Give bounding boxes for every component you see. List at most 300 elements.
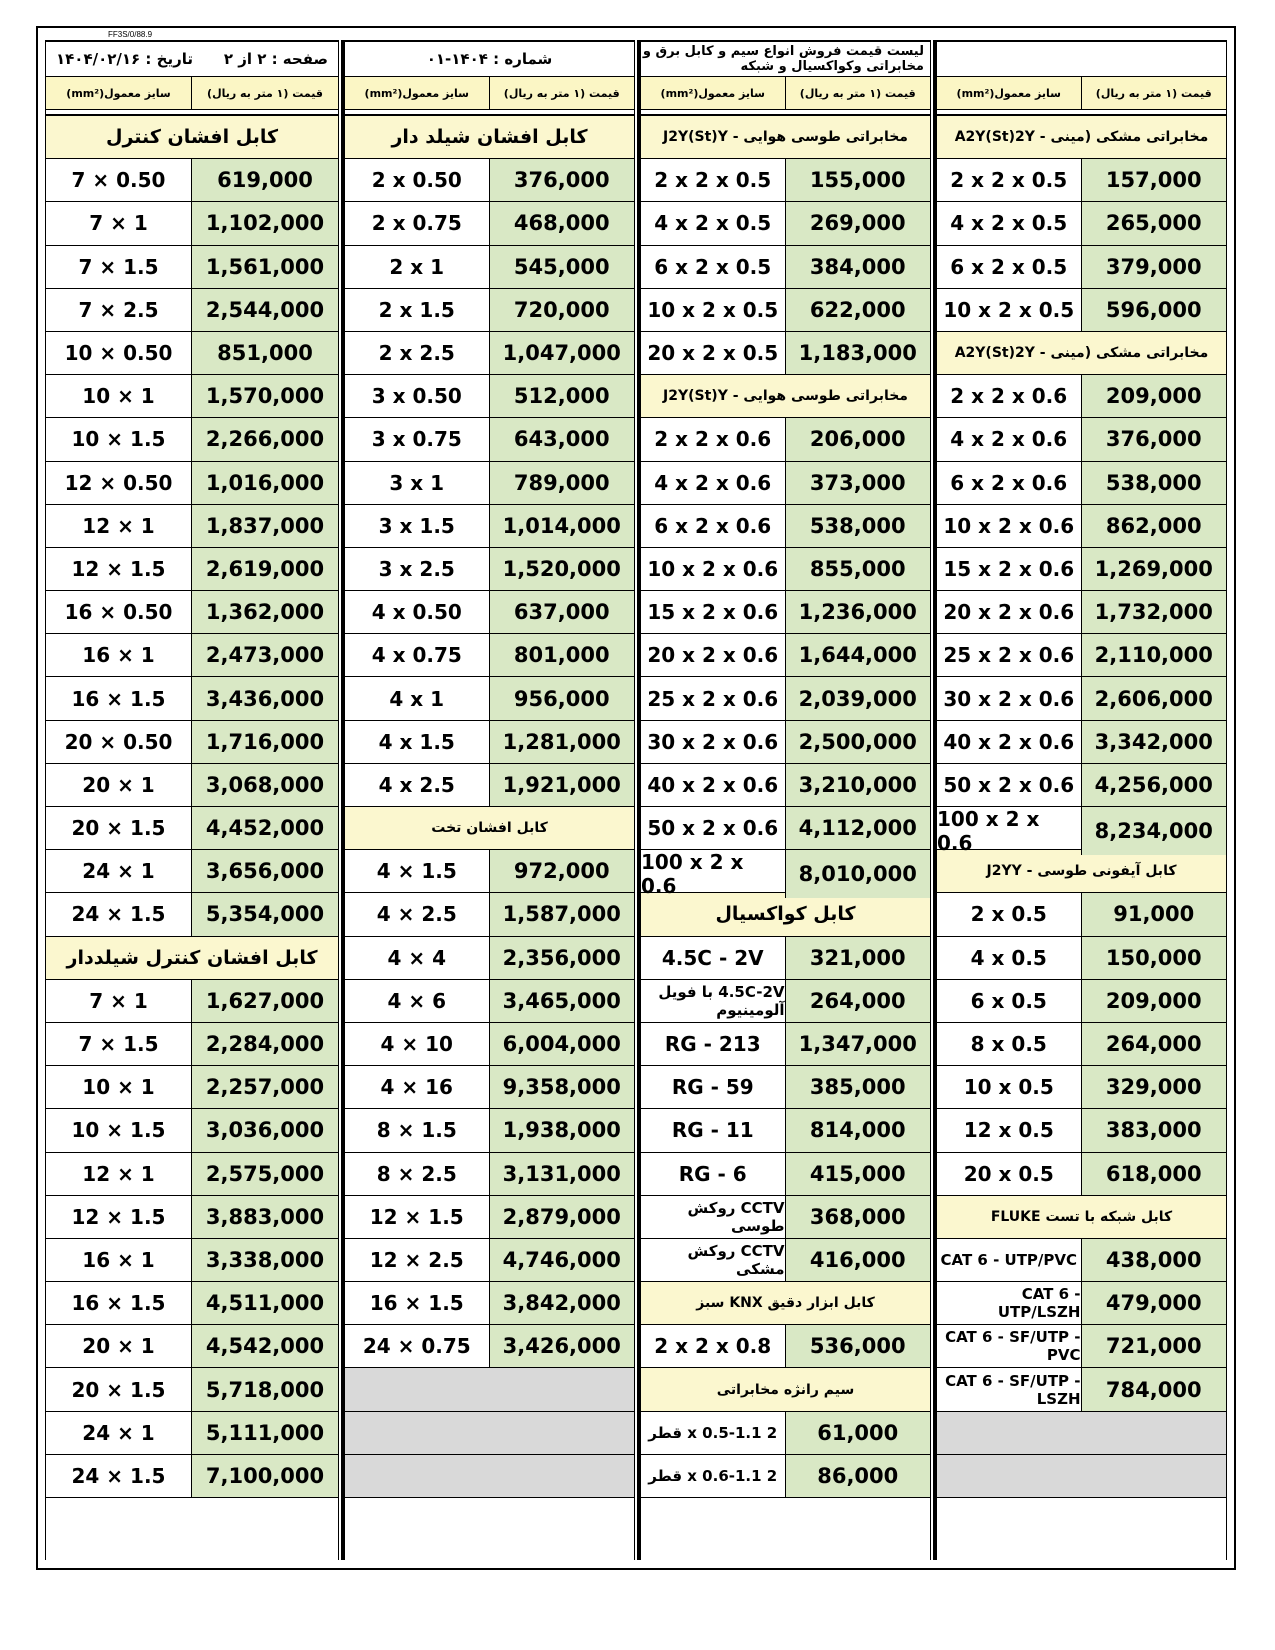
price-cell: 643,000 <box>490 418 635 460</box>
price-cell: 384,000 <box>786 246 931 288</box>
table-row <box>46 1153 338 1196</box>
size-cell: 12 × 2.5 <box>345 1239 490 1281</box>
size-cell: 2 x 2.5 <box>345 332 490 374</box>
price-cell: 1,016,000 <box>192 462 338 504</box>
price-cell: 1,570,000 <box>192 375 338 417</box>
size-cell: 16 × 1.5 <box>345 1282 490 1324</box>
section-title: کابل کواکسیال <box>641 893 930 936</box>
size-cell: 100 x 2 x 0.6 <box>937 807 1082 855</box>
table-row <box>46 850 338 893</box>
table-row <box>641 1455 930 1498</box>
size-cell: 4 x 2 x 0.6 <box>641 462 786 504</box>
price-cell: 1,520,000 <box>490 548 635 590</box>
size-cell: 8 × 1.5 <box>345 1109 490 1151</box>
price-cell: 596,000 <box>1082 289 1227 331</box>
column-telecom-network <box>933 40 1227 1560</box>
size-cell: 6 x 0.5 <box>937 980 1082 1022</box>
document-title: لیست قیمت فروش انواع سیم و کابل برق و مخابراتی وکواکسیال و شبکه <box>641 40 930 77</box>
price-cell: 379,000 <box>1082 246 1227 288</box>
table-row <box>46 1325 338 1368</box>
table-row <box>345 677 634 720</box>
price-cell: 2,575,000 <box>192 1153 338 1195</box>
size-cell: 15 x 2 x 0.6 <box>641 591 786 633</box>
size-cell: 2 x 2 x 0.8 <box>641 1325 786 1367</box>
table-row <box>937 159 1226 202</box>
size-cell: 4 x 2 x 0.5 <box>641 202 786 244</box>
table-row <box>345 721 634 764</box>
size-cell: 4 x 2 x 0.5 <box>937 202 1082 244</box>
size-cell: 10 × 1.5 <box>46 1109 192 1151</box>
price-cell: 721,000 <box>1082 1325 1227 1367</box>
table-row <box>641 246 930 289</box>
table-row <box>937 677 1226 720</box>
price-cell: 2,619,000 <box>192 548 338 590</box>
price-cell: 150,000 <box>1082 937 1227 979</box>
table-row <box>641 850 930 899</box>
table-row <box>46 764 338 807</box>
price-cell: 814,000 <box>786 1109 931 1151</box>
price-cell: 415,000 <box>786 1153 931 1195</box>
table-row <box>641 1153 930 1196</box>
size-cell: CCTV روکش مشکی <box>641 1239 786 1281</box>
size-cell: 2 x 2 x 0.6 <box>937 375 1082 417</box>
size-cell: 16 × 1 <box>46 634 192 676</box>
price-cell: 1,716,000 <box>192 721 338 763</box>
size-cell: 7 × 1 <box>46 980 192 1022</box>
price-cell: 1,561,000 <box>192 246 338 288</box>
price-cell: 2,500,000 <box>786 721 931 763</box>
size-cell: 50 x 2 x 0.6 <box>641 807 786 849</box>
section-title: کابل افشان کنترل <box>46 116 338 159</box>
table-row <box>345 764 634 807</box>
table-row <box>937 289 1226 332</box>
table-row <box>641 591 930 634</box>
size-cell: 4 x 1.5 <box>345 721 490 763</box>
price-cell: 2,879,000 <box>490 1196 635 1238</box>
price-cell: 1,362,000 <box>192 591 338 633</box>
size-cell: 6 x 2 x 0.5 <box>641 246 786 288</box>
table-row <box>345 1153 634 1196</box>
table-row <box>46 462 338 505</box>
table-row <box>46 505 338 548</box>
size-cell: RG - 6 <box>641 1153 786 1195</box>
table-row <box>345 1239 634 1282</box>
price-cell: 1,102,000 <box>192 202 338 244</box>
column-telecom-coax <box>637 40 931 1560</box>
price-cell: 2,266,000 <box>192 418 338 460</box>
price-cell: 801,000 <box>490 634 635 676</box>
table-row <box>937 1325 1226 1368</box>
price-cell: 264,000 <box>786 980 931 1022</box>
price-cell: 1,837,000 <box>192 505 338 547</box>
table-row <box>937 505 1226 548</box>
price-cell: 1,236,000 <box>786 591 931 633</box>
table-row <box>345 332 634 375</box>
price-cell: 385,000 <box>786 1066 931 1108</box>
table-row <box>345 375 634 418</box>
price-cell: 1,627,000 <box>192 980 338 1022</box>
table-row <box>641 1412 930 1455</box>
price-cell: 6,004,000 <box>490 1023 635 1065</box>
price-cell: 9,358,000 <box>490 1066 635 1108</box>
table-row <box>641 332 930 375</box>
price-cell: 2,110,000 <box>1082 634 1227 676</box>
size-cell: 4 x 0.75 <box>345 634 490 676</box>
price-cell: 855,000 <box>786 548 931 590</box>
table-row <box>937 807 1226 855</box>
price-cell: 536,000 <box>786 1325 931 1367</box>
size-cell: 16 × 0.50 <box>46 591 192 633</box>
size-cell: 2 x 1.5 <box>345 289 490 331</box>
price-cell: 209,000 <box>1082 375 1227 417</box>
table-row <box>46 677 338 720</box>
page-number: صفحه : ۲ از ۲ <box>223 50 328 68</box>
size-cell: 10 × 1 <box>46 1066 192 1108</box>
price-cell: 321,000 <box>786 937 931 979</box>
table-row <box>46 1023 338 1066</box>
table-row <box>345 1066 634 1109</box>
size-cell: 2 x 0.75 <box>345 202 490 244</box>
price-cell: 3,426,000 <box>490 1325 635 1367</box>
price-cell: 3,338,000 <box>192 1239 338 1281</box>
table-row <box>345 1325 634 1368</box>
price-cell: 155,000 <box>786 159 931 201</box>
table-row <box>937 462 1226 505</box>
price-cell: 622,000 <box>786 289 931 331</box>
table-row <box>46 332 338 375</box>
table-row <box>46 893 338 936</box>
price-cell: 1,014,000 <box>490 505 635 547</box>
price-cell: 1,732,000 <box>1082 591 1227 633</box>
size-cell: 24 × 1 <box>46 850 192 892</box>
price-cell: 2,544,000 <box>192 289 338 331</box>
price-cell: 61,000 <box>786 1412 931 1454</box>
header-number: شماره : ۱۴۰۴-۰۱ <box>345 40 634 77</box>
table-row <box>46 375 338 418</box>
table-row <box>46 1282 338 1325</box>
size-cell: 10 x 2 x 0.5 <box>937 289 1082 331</box>
size-cell: CAT 6 - UTP/PVC <box>937 1239 1082 1281</box>
price-cell: 5,718,000 <box>192 1368 338 1410</box>
size-cell: 8 × 2.5 <box>345 1153 490 1195</box>
table-row <box>345 591 634 634</box>
price-cell: 3,436,000 <box>192 677 338 719</box>
size-cell: 20 x 2 x 0.6 <box>937 591 1082 633</box>
size-cell: 4 × 1.5 <box>345 850 490 892</box>
size-cell: 16 × 1 <box>46 1239 192 1281</box>
size-cell: 25 x 2 x 0.6 <box>937 634 1082 676</box>
section-title: کابل ابزار دقیق KNX سبز <box>641 1282 930 1325</box>
price-cell: 789,000 <box>490 462 635 504</box>
table-row <box>937 893 1226 936</box>
price-cell: 8,010,000 <box>786 850 931 898</box>
table-row <box>937 591 1226 634</box>
empty-cell <box>345 1455 634 1498</box>
size-cell: RG - 11 <box>641 1109 786 1151</box>
column-body <box>641 116 930 1498</box>
size-cell: 10 x 2 x 0.6 <box>937 505 1082 547</box>
table-row <box>641 1196 930 1239</box>
table-row <box>46 159 338 202</box>
size-cell: 12 × 1 <box>46 1153 192 1195</box>
table-row <box>641 1066 930 1109</box>
price-cell: 7,100,000 <box>192 1455 338 1497</box>
table-row <box>641 202 930 245</box>
table-row <box>641 1109 930 1152</box>
price-cell: 479,000 <box>1082 1282 1227 1324</box>
table-row <box>46 1109 338 1152</box>
size-cell: 12 × 1.5 <box>46 548 192 590</box>
size-cell: 7 × 1 <box>46 202 192 244</box>
table-row <box>46 721 338 764</box>
header-date-page <box>46 40 338 77</box>
column-header <box>937 77 1226 110</box>
size-cell: 10 x 2 x 0.6 <box>641 548 786 590</box>
size-cell: RG - 59 <box>641 1066 786 1108</box>
empty-cell <box>937 1412 1226 1455</box>
price-cell: 373,000 <box>786 462 931 504</box>
size-cell: 2 x 0.5 <box>937 893 1082 935</box>
table-row <box>46 634 338 677</box>
table-row <box>345 548 634 591</box>
price-cell: 851,000 <box>192 332 338 374</box>
price-cell: 376,000 <box>1082 418 1227 460</box>
size-cell: 12 × 1.5 <box>46 1196 192 1238</box>
table-row <box>641 1239 930 1282</box>
price-cell: 1,047,000 <box>490 332 635 374</box>
price-cell: 1,921,000 <box>490 764 635 806</box>
price-cell: 618,000 <box>1082 1153 1227 1195</box>
size-cell: 4 × 4 <box>345 937 490 979</box>
table-row <box>46 418 338 461</box>
size-cell: 4.5C - 2V <box>641 937 786 979</box>
price-cell: 3,842,000 <box>490 1282 635 1324</box>
size-cell: 30 x 2 x 0.6 <box>641 721 786 763</box>
size-cell: 20 × 1.5 <box>46 807 192 849</box>
section-title: کابل شبکه با تست FLUKE <box>937 1196 1226 1239</box>
price-cell: 512,000 <box>490 375 635 417</box>
price-cell: 5,111,000 <box>192 1412 338 1454</box>
price-cell: 206,000 <box>786 418 931 460</box>
size-cell: 2 x 1 <box>345 246 490 288</box>
size-cell: 4 × 10 <box>345 1023 490 1065</box>
table-row <box>937 1282 1226 1325</box>
table-row <box>46 202 338 245</box>
size-cell: 8 x 0.5 <box>937 1023 1082 1065</box>
size-cell: 6 x 2 x 0.6 <box>937 462 1082 504</box>
empty-cell <box>937 1455 1226 1498</box>
price-cell: 2,257,000 <box>192 1066 338 1108</box>
table-row <box>641 1325 930 1368</box>
price-cell: 4,452,000 <box>192 807 338 849</box>
table-row <box>641 677 930 720</box>
size-cell: 12 × 1 <box>46 505 192 547</box>
size-cell: CAT 6 - UTP/LSZH <box>937 1282 1082 1324</box>
size-cell: 12 × 0.50 <box>46 462 192 504</box>
table-row <box>937 721 1226 764</box>
table-row <box>937 634 1226 677</box>
table-row <box>345 246 634 289</box>
price-cell: 157,000 <box>1082 159 1227 201</box>
size-cell: 7 × 1.5 <box>46 246 192 288</box>
price-cell: 972,000 <box>490 850 635 892</box>
table-row <box>345 159 634 202</box>
table-row <box>937 1153 1226 1196</box>
table-row <box>937 764 1226 807</box>
table-row <box>641 289 930 332</box>
table-row <box>345 1282 634 1325</box>
table-row <box>46 980 338 1023</box>
table-row <box>345 1109 634 1152</box>
table-row <box>641 980 930 1023</box>
table-row <box>937 1066 1226 1109</box>
size-cell: 24 × 1 <box>46 1412 192 1454</box>
table-row <box>345 937 634 980</box>
table-row <box>345 980 634 1023</box>
price-cell: 329,000 <box>1082 1066 1227 1108</box>
table-row <box>641 764 930 807</box>
column-body <box>46 116 338 1498</box>
size-cell: 10 × 1 <box>46 375 192 417</box>
table-row <box>345 462 634 505</box>
price-cell: 3,210,000 <box>786 764 931 806</box>
table-row <box>46 1066 338 1109</box>
size-cell: 3 x 0.75 <box>345 418 490 460</box>
size-cell: 20 x 0.5 <box>937 1153 1082 1195</box>
table-row <box>46 1455 338 1498</box>
price-cell: 265,000 <box>1082 202 1227 244</box>
price-cell: 264,000 <box>1082 1023 1227 1065</box>
column-control-cable <box>45 40 339 1560</box>
col-price-label: قیمت (۱ متر به ریال) <box>1095 86 1212 100</box>
size-cell: 4 × 16 <box>345 1066 490 1108</box>
size-cell: 30 x 2 x 0.6 <box>937 677 1082 719</box>
col-size-label: سایز معمول(mm²) <box>641 77 786 109</box>
size-cell: 10 × 0.50 <box>46 332 192 374</box>
price-cell: 4,256,000 <box>1082 764 1227 806</box>
size-cell: 20 x 2 x 0.6 <box>641 634 786 676</box>
size-cell: CCTV روکش طوسی <box>641 1196 786 1238</box>
size-cell: 16 × 1.5 <box>46 677 192 719</box>
section-title: مخابراتی مشکی (مینی - A2Y(St)2Y <box>937 332 1226 375</box>
table-row <box>641 937 930 980</box>
table-row <box>641 807 930 850</box>
size-cell: 2 x 0.6-1.1 قطر <box>641 1455 786 1497</box>
size-cell: 4 × 2.5 <box>345 893 490 935</box>
table-row <box>345 418 634 461</box>
price-cell: 619,000 <box>192 159 338 201</box>
empty-cell <box>345 1412 634 1455</box>
price-cell: 2,284,000 <box>192 1023 338 1065</box>
col-price-label: قیمت (۱ متر به ریال) <box>503 86 620 100</box>
table-row <box>641 462 930 505</box>
col-price-label: قیمت (۱ متر به ریال) <box>207 86 323 100</box>
price-cell: 3,342,000 <box>1082 721 1227 763</box>
price-cell: 5,354,000 <box>192 893 338 935</box>
price-cell: 1,347,000 <box>786 1023 931 1065</box>
price-cell: 538,000 <box>1082 462 1227 504</box>
table-row <box>937 1239 1226 1282</box>
table-row <box>937 202 1226 245</box>
section-title: مخابراتی طوسی هوایی - J2Y(St)Y <box>641 116 930 159</box>
price-cell: 4,112,000 <box>786 807 931 849</box>
size-cell: 12 x 0.5 <box>937 1109 1082 1151</box>
size-cell: 7 × 1.5 <box>46 1023 192 1065</box>
price-cell: 2,356,000 <box>490 937 635 979</box>
size-cell: 12 × 1.5 <box>345 1196 490 1238</box>
table-row <box>345 505 634 548</box>
price-cell: 468,000 <box>490 202 635 244</box>
table-row <box>46 289 338 332</box>
table-row <box>937 1109 1226 1152</box>
table-row <box>46 548 338 591</box>
size-cell: RG - 213 <box>641 1023 786 1065</box>
price-cell: 269,000 <box>786 202 931 244</box>
table-row <box>641 505 930 548</box>
price-cell: 4,511,000 <box>192 1282 338 1324</box>
price-cell: 2,039,000 <box>786 677 931 719</box>
size-cell: 4 x 0.50 <box>345 591 490 633</box>
price-cell: 8,234,000 <box>1082 807 1227 855</box>
size-cell: 24 × 0.75 <box>345 1325 490 1367</box>
column-header <box>46 77 338 110</box>
price-cell: 956,000 <box>490 677 635 719</box>
price-cell: 3,465,000 <box>490 980 635 1022</box>
column-body <box>937 116 1226 1498</box>
price-cell: 538,000 <box>786 505 931 547</box>
price-cell: 438,000 <box>1082 1239 1227 1281</box>
size-cell: 20 x 2 x 0.5 <box>641 332 786 374</box>
table-row <box>46 591 338 634</box>
table-row <box>345 634 634 677</box>
table-row <box>937 1023 1226 1066</box>
section-title: کابل آیفونی طوسی - J2YY <box>937 850 1226 893</box>
size-cell: 4 x 0.5 <box>937 937 1082 979</box>
size-cell: 4 x 1 <box>345 677 490 719</box>
price-cell: 545,000 <box>490 246 635 288</box>
price-cell: 1,281,000 <box>490 721 635 763</box>
price-cell: 3,883,000 <box>192 1196 338 1238</box>
table-row <box>345 289 634 332</box>
table-row <box>641 548 930 591</box>
table-row <box>345 893 634 936</box>
col-price-label: قیمت (۱ متر به ریال) <box>799 86 916 100</box>
size-cell: 20 × 1 <box>46 1325 192 1367</box>
price-cell: 91,000 <box>1082 893 1227 935</box>
table-row <box>345 850 634 893</box>
size-cell: 4 × 6 <box>345 980 490 1022</box>
table-row <box>46 1196 338 1239</box>
size-cell: 24 × 1.5 <box>46 1455 192 1497</box>
price-cell: 416,000 <box>786 1239 931 1281</box>
price-cell: 1,183,000 <box>786 332 931 374</box>
table-row <box>641 418 930 461</box>
col-size-label: سایز معمول(mm²) <box>345 77 490 109</box>
size-cell: 7 × 0.50 <box>46 159 192 201</box>
price-cell: 2,606,000 <box>1082 677 1227 719</box>
size-cell: 4.5C-2V با فویل آلومینیوم <box>641 980 786 1022</box>
price-cell: 4,542,000 <box>192 1325 338 1367</box>
price-cell: 720,000 <box>490 289 635 331</box>
size-cell: 10 x 2 x 0.5 <box>641 289 786 331</box>
column-shielded-cable <box>341 40 635 1560</box>
size-cell: 4 x 2.5 <box>345 764 490 806</box>
section-title: مخابراتی طوسی هوایی - J2Y(St)Y <box>641 375 930 418</box>
section-title: کابل افشان شیلد دار <box>345 116 634 159</box>
size-cell: 24 × 1.5 <box>46 893 192 935</box>
price-cell: 637,000 <box>490 591 635 633</box>
size-cell: 20 × 1 <box>46 764 192 806</box>
